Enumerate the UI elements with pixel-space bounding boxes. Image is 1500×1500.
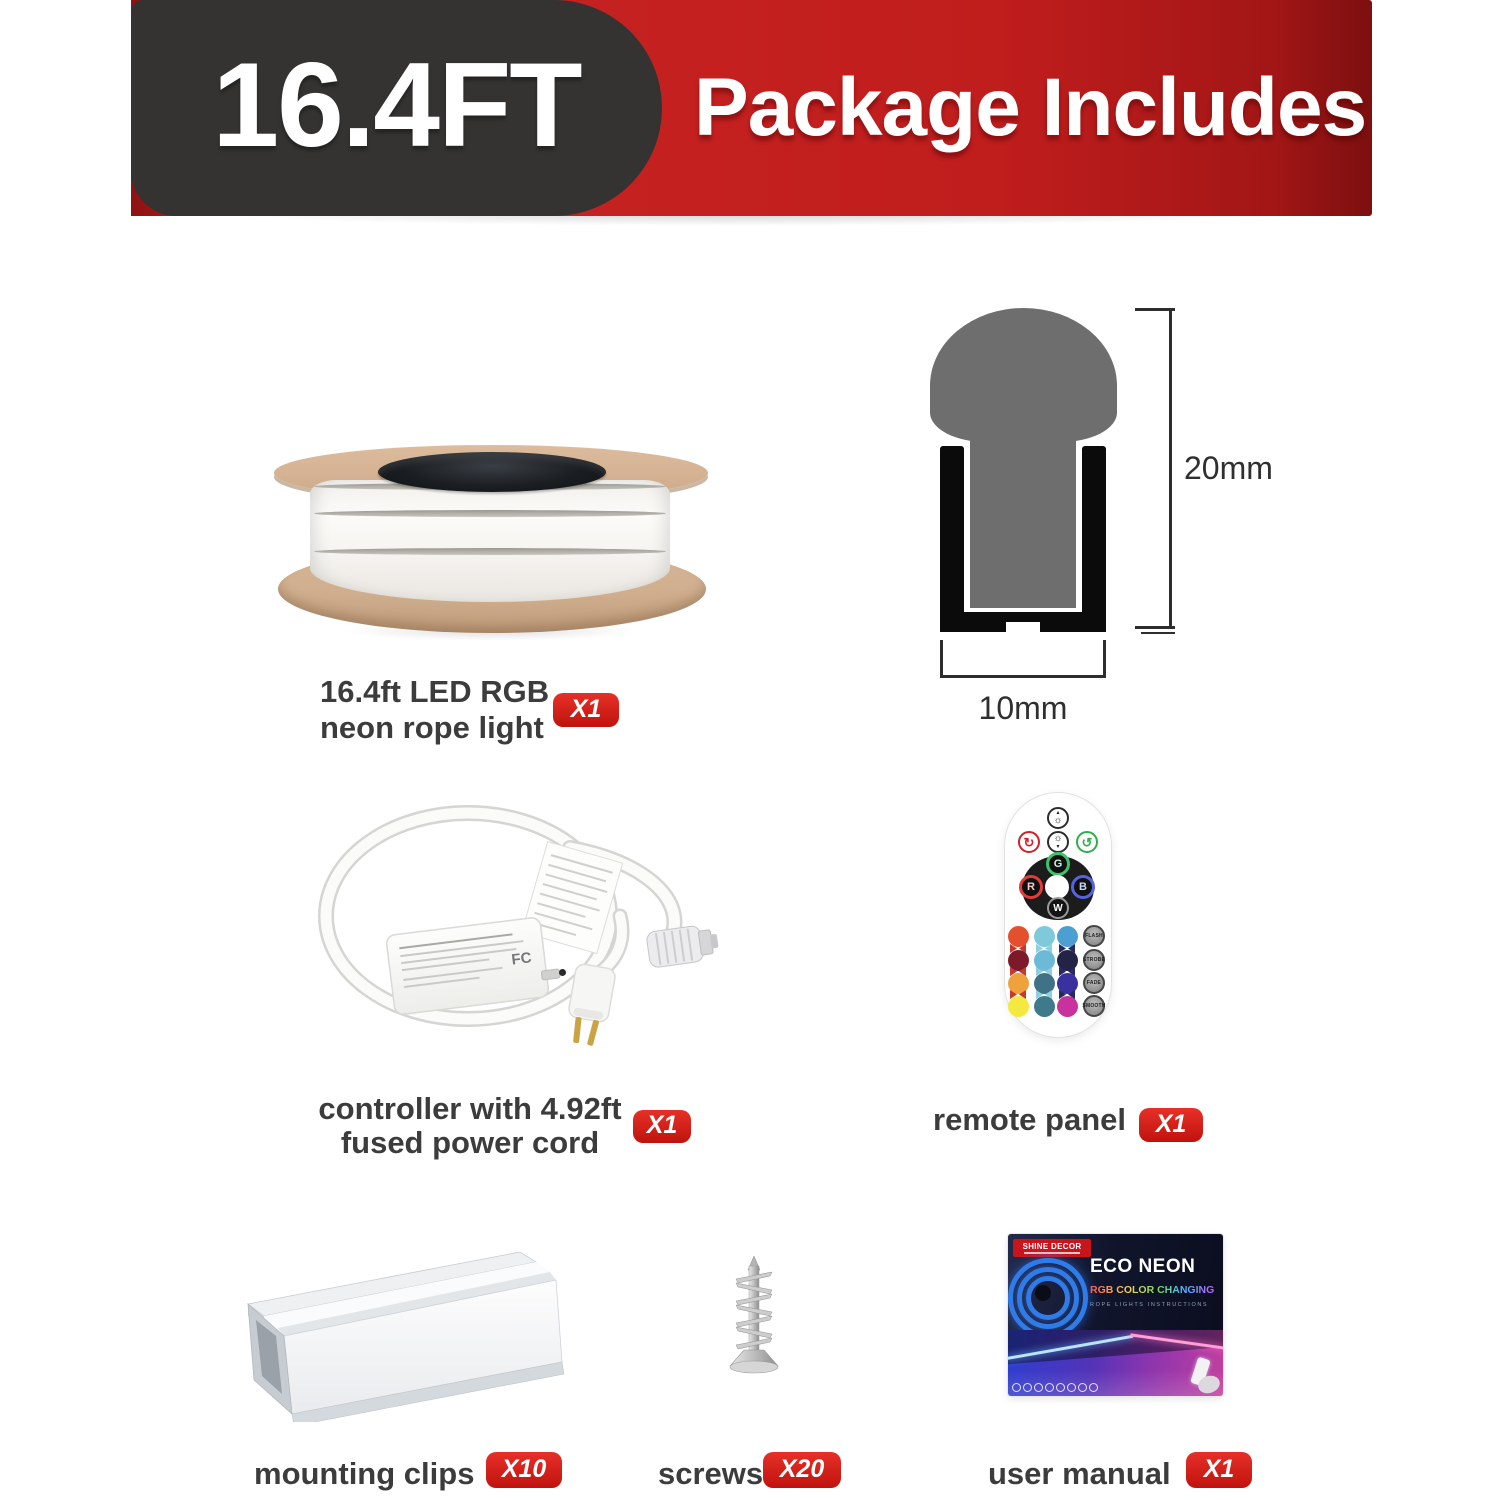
rope-caption-line2: neon rope light bbox=[320, 710, 544, 745]
color-adjust-button bbox=[1036, 944, 1052, 953]
plug-prong bbox=[573, 1017, 582, 1043]
header-size-label: 16.4FT bbox=[212, 38, 581, 172]
coil-groove bbox=[314, 510, 667, 517]
cert-icon bbox=[1078, 1383, 1087, 1392]
remote-caption: remote panel bbox=[933, 1102, 1126, 1137]
cert-icon bbox=[1045, 1383, 1054, 1392]
cover-subtitle: RGB COLOR CHANGING bbox=[1090, 1284, 1215, 1296]
color-adjust-button bbox=[1010, 944, 1026, 953]
screw-image bbox=[722, 1254, 786, 1380]
header-title: Package Includes bbox=[694, 62, 1367, 153]
cover-tagline: ROPE LIGHTS INSTRUCTIONS bbox=[1090, 1302, 1209, 1308]
plug-prong bbox=[587, 1019, 600, 1046]
controller-caption-line2: fused power cord bbox=[340, 1125, 600, 1160]
coil-groove bbox=[314, 548, 667, 555]
screws-caption: screws bbox=[658, 1456, 764, 1491]
cover-title: ECO NEON bbox=[1090, 1256, 1196, 1277]
mode-button-smooth: SMOOTH bbox=[1083, 995, 1105, 1017]
header-size-block bbox=[131, 0, 662, 216]
manual-cover-top bbox=[1008, 1234, 1223, 1330]
power-plug bbox=[563, 963, 616, 1048]
white-button: W bbox=[1047, 897, 1069, 919]
height-dimension-label: 20mm bbox=[1184, 450, 1273, 486]
channel-left-wall bbox=[940, 446, 964, 632]
height-dimension-tick-top bbox=[1135, 308, 1175, 311]
channel-bottom-notch bbox=[1006, 622, 1040, 632]
hand-with-remote bbox=[1186, 1358, 1220, 1396]
width-dimension-tick-left bbox=[940, 640, 943, 678]
color-adjust-button bbox=[1036, 967, 1052, 976]
neon-ring-hub bbox=[1035, 1285, 1051, 1301]
spool-rope-coil bbox=[310, 480, 670, 602]
red-button: R bbox=[1019, 875, 1043, 899]
rope-cross-section-diagram bbox=[920, 300, 1300, 740]
brand-name: SHINE DECOR bbox=[1022, 1241, 1082, 1251]
mode-button-fade: FADE bbox=[1083, 972, 1105, 994]
neon-rope-spool-image bbox=[256, 440, 716, 680]
rope-caption-line1: 16.4ft LED RGB bbox=[320, 674, 550, 709]
cover-neon-spool-art bbox=[1008, 1254, 1086, 1330]
remote-qty-badge: X1 bbox=[1139, 1108, 1203, 1142]
remote-color-grid bbox=[1005, 793, 1111, 1037]
rope-caption bbox=[320, 674, 549, 746]
caret-down-icon: ▾ bbox=[1056, 844, 1060, 850]
screws-qty-badge: X20 bbox=[763, 1452, 841, 1488]
caret-up-icon: ▴ bbox=[1056, 810, 1060, 816]
channel-right-wall bbox=[1082, 446, 1106, 632]
spool-center-hole bbox=[378, 452, 606, 492]
rope-connector bbox=[646, 923, 720, 968]
controller-qty-badge: X1 bbox=[633, 1110, 691, 1143]
manual-qty-badge: X1 bbox=[1186, 1452, 1252, 1488]
color-adjust-button bbox=[1010, 990, 1026, 999]
green-button: G bbox=[1046, 852, 1070, 876]
rope-profile-stem bbox=[970, 410, 1076, 608]
color-adjust-button bbox=[1010, 967, 1026, 976]
controller-caption-line1: controller with 4.92ft bbox=[318, 1091, 622, 1126]
controller-caption bbox=[300, 1092, 640, 1160]
cert-icon bbox=[1012, 1383, 1021, 1392]
width-dimension-label: 10mm bbox=[978, 690, 1068, 726]
rope-qty-badge: X1 bbox=[553, 693, 619, 727]
cert-icon bbox=[1023, 1383, 1032, 1392]
color-adjust-button bbox=[1059, 990, 1075, 999]
controller-image bbox=[290, 798, 730, 1068]
height-dimension-line bbox=[1169, 309, 1172, 629]
brightness-icon: ☼ bbox=[1053, 815, 1063, 826]
cert-icon bbox=[1067, 1383, 1076, 1392]
remote-control-image bbox=[1004, 792, 1112, 1038]
blue-button: B bbox=[1071, 875, 1095, 899]
power-off-icon: ↺ bbox=[1081, 834, 1093, 850]
cert-icon bbox=[1089, 1383, 1098, 1392]
mode-button-strobe: STROBE bbox=[1083, 949, 1105, 971]
color-adjust-button bbox=[1059, 944, 1075, 953]
mounting-clip-image bbox=[238, 1242, 578, 1422]
certification-icons bbox=[1012, 1383, 1098, 1392]
mode-button-flash: FLASH bbox=[1083, 925, 1105, 947]
power-on-icon: ↻ bbox=[1023, 834, 1035, 850]
manual-cover-room-scene bbox=[1008, 1330, 1223, 1396]
color-adjust-button bbox=[1036, 990, 1052, 999]
manual-caption: user manual bbox=[988, 1456, 1171, 1491]
brightness-icon: ☼ bbox=[1053, 833, 1063, 844]
user-manual-image bbox=[1008, 1234, 1223, 1396]
clips-qty-badge: X10 bbox=[486, 1452, 562, 1488]
fcc-mark: FC bbox=[510, 949, 533, 969]
width-dimension-line bbox=[940, 675, 1106, 678]
color-adjust-button bbox=[1059, 967, 1075, 976]
height-dimension-tick-bottom2 bbox=[1141, 632, 1175, 634]
width-dimension-tick-right bbox=[1103, 640, 1106, 678]
clips-caption: mounting clips bbox=[254, 1456, 475, 1491]
cert-icon bbox=[1056, 1383, 1065, 1392]
cert-icon bbox=[1034, 1383, 1043, 1392]
header-drop-shadow bbox=[110, 214, 1380, 230]
height-dimension-tick-bottom bbox=[1135, 626, 1175, 629]
